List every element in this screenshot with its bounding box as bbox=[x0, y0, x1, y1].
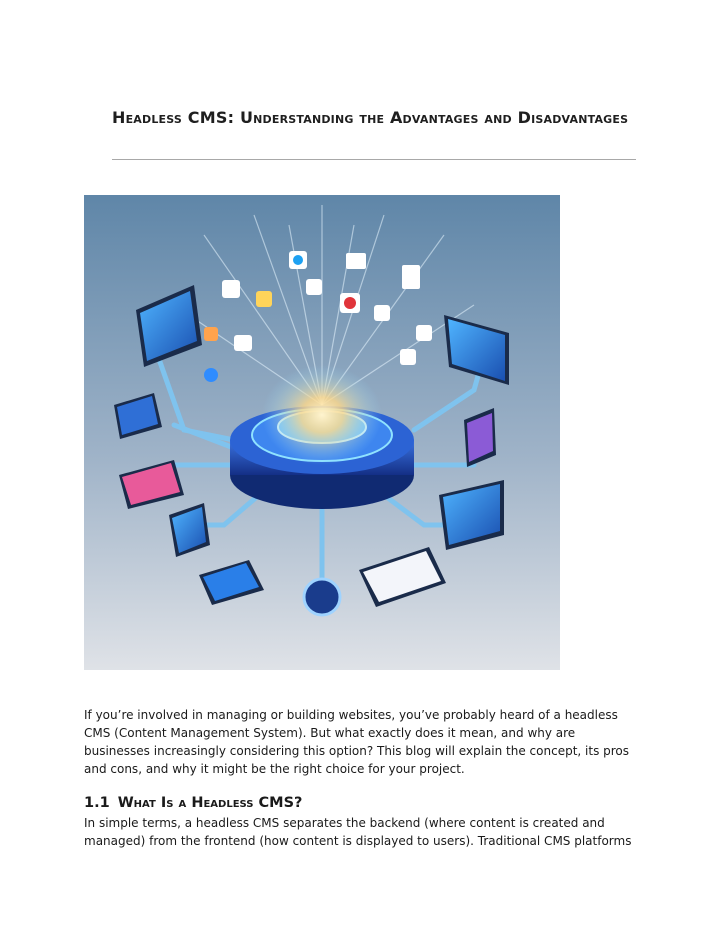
document-title: Headless CMS: Understanding the Advantages and Disadvantages bbox=[112, 108, 629, 127]
intro-paragraph: If you’re involved in managing or building websites, you’ve probably heard of a headless CMS (Content Management System). But what exactly does it mean, and why are businesses increasingly considering this option? This blog will explain the concept, its pros and cons, and why it might be the right choice for your project. bbox=[84, 708, 630, 776]
section-heading bbox=[84, 793, 302, 813]
section-number: 1.1 bbox=[84, 795, 110, 811]
hero-illustration bbox=[84, 195, 560, 670]
section-body: In simple terms, a headless CMS separates the backend (where content is created and managed) from the frontend (how content is displayed to users). Traditional CMS platforms bbox=[84, 816, 632, 848]
section-title: What Is a Headless CMS? bbox=[117, 795, 303, 811]
title-divider bbox=[112, 159, 636, 160]
